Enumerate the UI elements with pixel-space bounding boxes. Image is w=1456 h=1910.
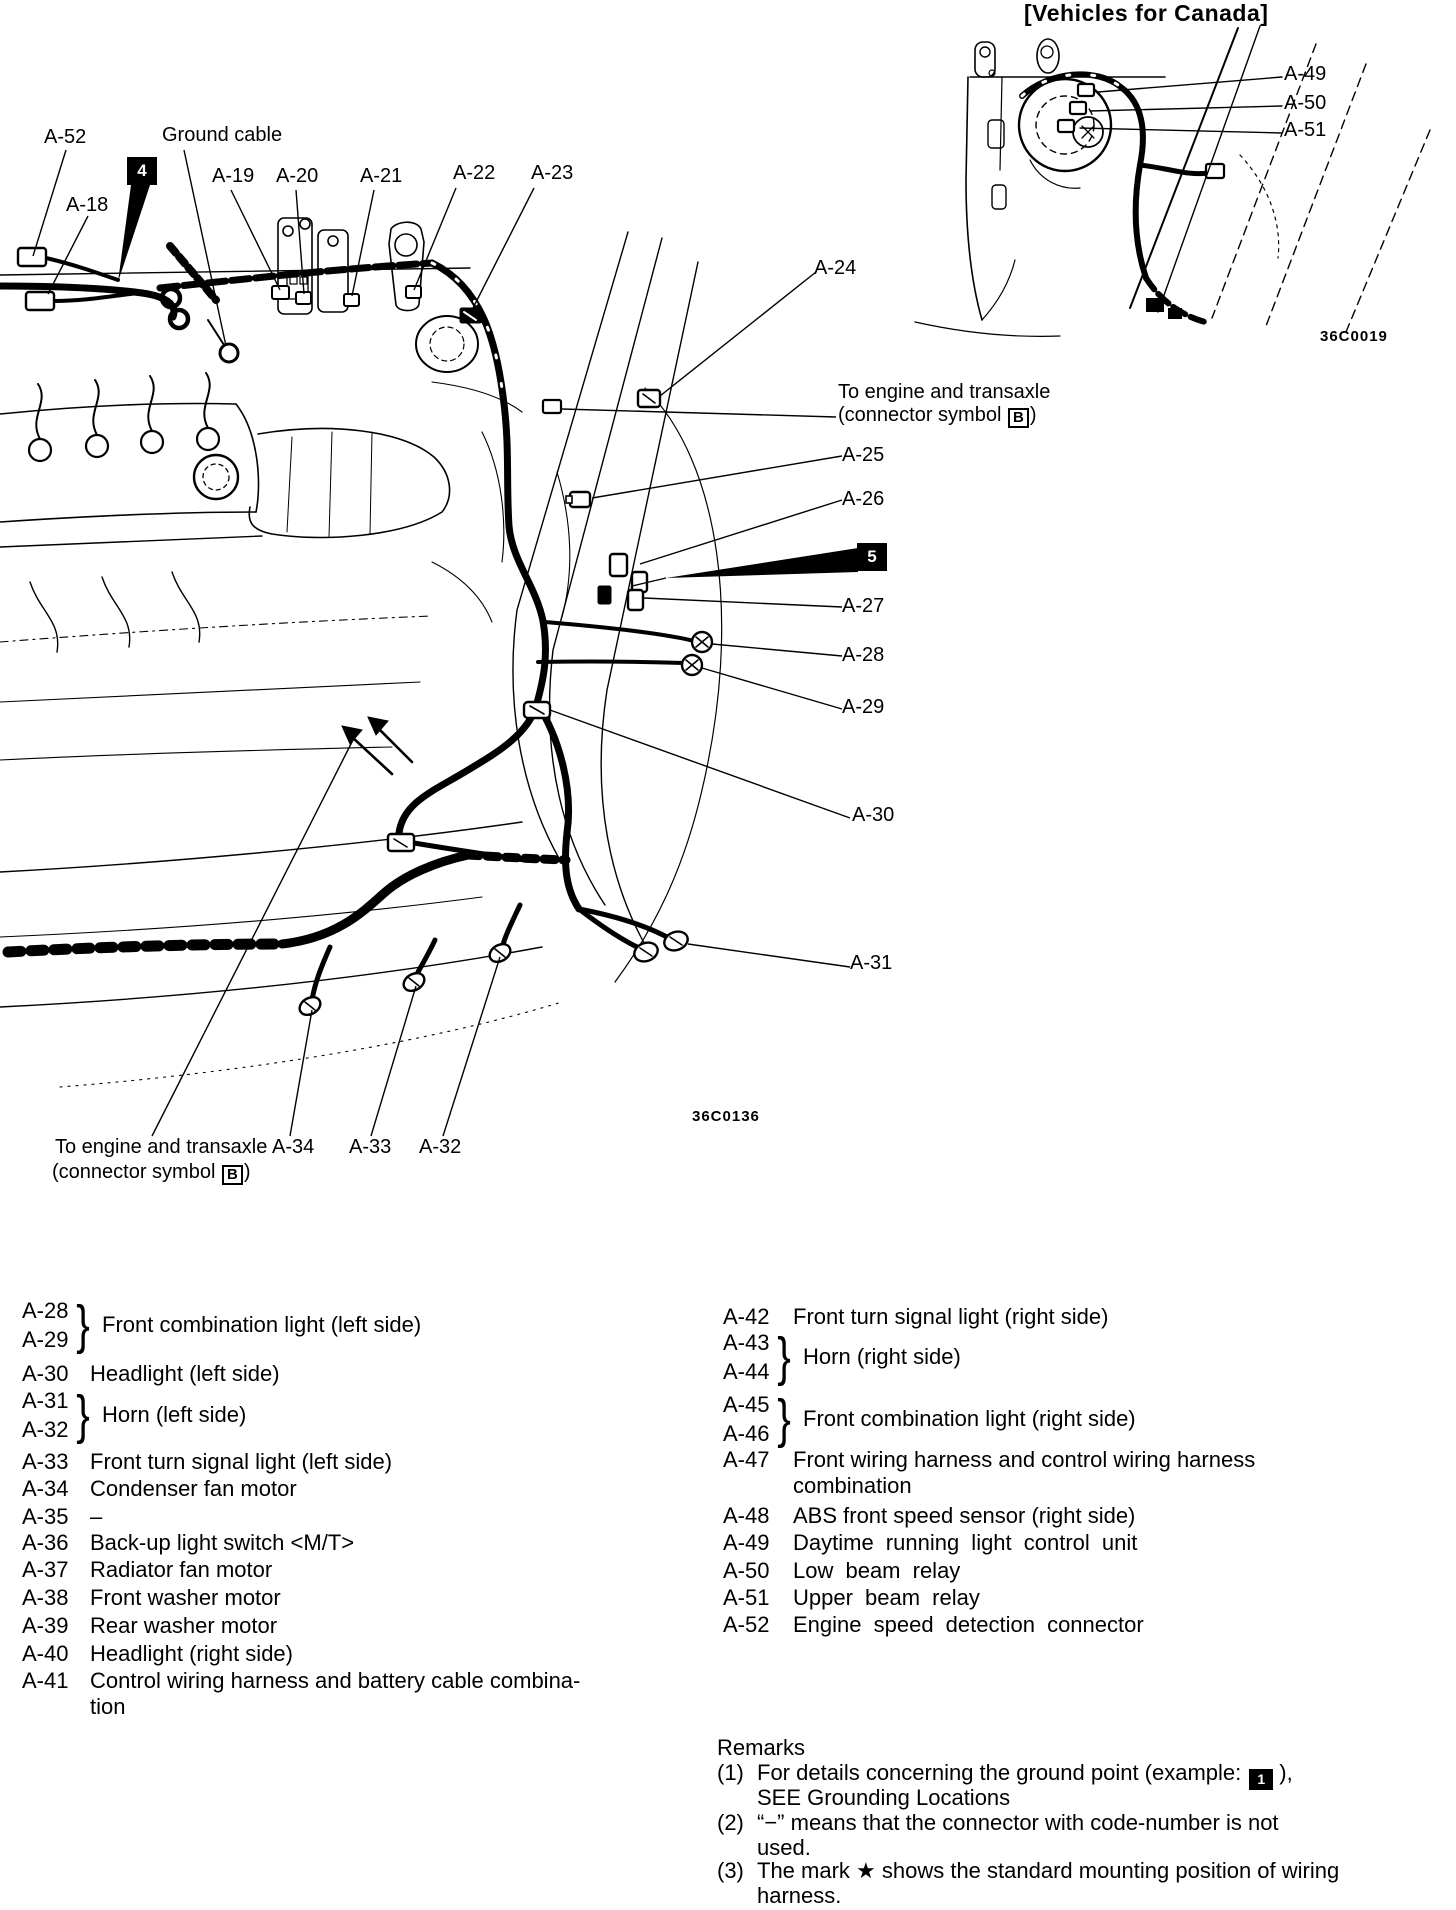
label-a20: A-20 bbox=[276, 165, 319, 187]
brace: } bbox=[76, 1295, 90, 1355]
label-a23: A-23 bbox=[531, 162, 574, 184]
legend-row-a28-a29: A-28 A-29 } Front combination light (left side) bbox=[22, 1295, 422, 1355]
legend-row-a33: A-33 Front turn signal light (left side) bbox=[22, 1449, 393, 1474]
legend-row-a47: A-47 Front wiring harness and control wiring harness combination bbox=[723, 1447, 1256, 1498]
brace: } bbox=[777, 1389, 791, 1449]
engine-note-top-line1: To engine and transaxle bbox=[838, 381, 1051, 403]
remark-3-line1: (3) The mark ★ shows the standard mounting position of wiring bbox=[717, 1858, 1340, 1883]
label-a34: A-34 bbox=[272, 1136, 315, 1158]
engine-note-bottom-line2: (connector symbol B ) bbox=[52, 1161, 251, 1183]
legend-row-a31-a32: A-31 A-32 } Horn (left side) bbox=[22, 1385, 247, 1445]
label-a25: A-25 bbox=[842, 444, 885, 466]
label-a21: A-21 bbox=[360, 165, 403, 187]
ground-mark-5: 5 bbox=[857, 543, 887, 571]
remark-2-line1: (2) “−” means that the connector with code-number is not bbox=[717, 1810, 1279, 1835]
ground-arrow-5 bbox=[632, 548, 858, 586]
legend-row-a30: A-30 Headlight (left side) bbox=[22, 1361, 280, 1386]
legend-row-a49: A-49 Daytime running light control unit bbox=[723, 1530, 1138, 1555]
legend-row-a42: A-42 Front turn signal light (right side) bbox=[723, 1304, 1109, 1329]
remark-2-line2: used. bbox=[757, 1835, 811, 1860]
label-a30: A-30 bbox=[852, 804, 895, 826]
harness-art bbox=[0, 246, 694, 1000]
label-a33: A-33 bbox=[349, 1136, 392, 1158]
legend-row-a38: A-38 Front washer motor bbox=[22, 1585, 281, 1610]
legend-row-a34: A-34 Condenser fan motor bbox=[22, 1476, 297, 1501]
legend-row-a43-a44: A-43 A-44 } Horn (right side) bbox=[723, 1327, 961, 1387]
label-a32: A-32 bbox=[419, 1136, 462, 1158]
engine-note-bottom-line1: To engine and transaxle bbox=[55, 1136, 268, 1158]
legend-row-a40: A-40 Headlight (right side) bbox=[22, 1641, 293, 1666]
label-a28: A-28 bbox=[842, 644, 885, 666]
legend-row-a37: A-37 Radiator fan motor bbox=[22, 1557, 273, 1582]
main-image-code: 36C0136 bbox=[692, 1108, 760, 1125]
label-a31: A-31 bbox=[850, 952, 893, 974]
engine-note-top-line2: (connector symbol B ) bbox=[838, 404, 1037, 426]
legend-row-a39: A-39 Rear washer motor bbox=[22, 1613, 278, 1638]
remark-1-line2: SEE Grounding Locations bbox=[757, 1785, 1011, 1810]
legend-row-a45-a46: A-45 A-46 } Front combination light (right side) bbox=[723, 1389, 1136, 1449]
body-outline bbox=[0, 232, 722, 1087]
legend-row-a52: A-52 Engine speed detection connector bbox=[723, 1612, 1144, 1637]
label-ground-cable: Ground cable bbox=[162, 124, 283, 146]
legend-row-a48: A-48 ABS front speed sensor (right side) bbox=[723, 1503, 1136, 1528]
label-a29: A-29 bbox=[842, 696, 885, 718]
label-a18: A-18 bbox=[66, 194, 109, 216]
legend-row-a36: A-36 Back-up light switch <M/T> bbox=[22, 1530, 355, 1555]
label-a19: A-19 bbox=[212, 165, 255, 187]
inset-image-code: 36C0019 bbox=[1320, 328, 1388, 345]
label-a49: A-49 bbox=[1284, 63, 1327, 85]
legend-row-a41: A-41 Control wiring harness and battery cable combina- tion bbox=[22, 1668, 581, 1719]
label-a52: A-52 bbox=[44, 126, 87, 148]
ground-mark-1: 1 bbox=[1249, 1769, 1273, 1790]
label-a51: A-51 bbox=[1284, 119, 1327, 141]
label-a26: A-26 bbox=[842, 488, 885, 510]
remark-1-line1: (1) For details concerning the ground point (example: 1 ), bbox=[717, 1760, 1293, 1790]
brace: } bbox=[777, 1327, 791, 1387]
brace: } bbox=[76, 1385, 90, 1445]
inset-art bbox=[915, 26, 1430, 336]
legend-row-a35: A-35 – bbox=[22, 1504, 103, 1529]
remarks-title: Remarks bbox=[717, 1735, 806, 1760]
ground-mark-4: 4 bbox=[127, 157, 157, 185]
remark-3-line2: harness. bbox=[757, 1883, 842, 1908]
connector-symbol-b: B bbox=[222, 1165, 243, 1185]
connector-symbol-b: B bbox=[1008, 408, 1029, 428]
label-a27: A-27 bbox=[842, 595, 885, 617]
legend-row-a50: A-50 Low beam relay bbox=[723, 1558, 961, 1583]
legend-row-a51: A-51 Upper beam relay bbox=[723, 1585, 980, 1610]
label-a24: A-24 bbox=[814, 257, 857, 279]
ground-arrow-4 bbox=[118, 185, 150, 282]
engine-note-top bbox=[838, 381, 1050, 428]
mounting-mark-arrows bbox=[342, 717, 412, 774]
inset-title: [Vehicles for Canada] bbox=[1024, 0, 1269, 26]
label-a22: A-22 bbox=[453, 162, 496, 184]
label-a50: A-50 bbox=[1284, 92, 1327, 114]
